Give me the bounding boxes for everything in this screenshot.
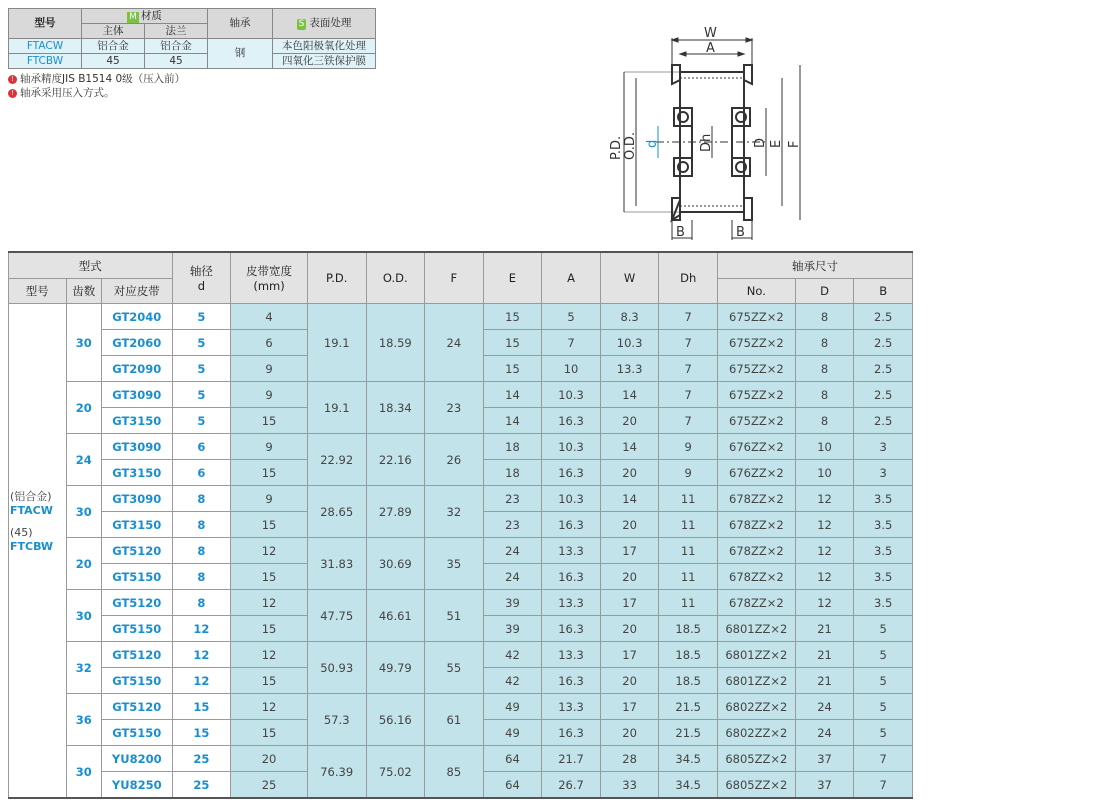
info-icon: ! [8,75,17,84]
bearing-d-cell: 37 [795,772,854,799]
header-model: 型号 [9,279,67,304]
header-dh: Dh [659,252,718,304]
header-type-group: 型式 [9,252,173,279]
label-Dh: Dh [699,133,714,152]
shaft-cell: 5 [172,304,231,330]
a-cell: 16.3 [542,720,601,746]
dh-cell: 11 [659,512,718,538]
shaft-cell: 5 [172,330,231,356]
bearing-b-cell: 7 [854,746,913,772]
mat-body: 45 [82,54,145,69]
belt-cell: GT5120 [101,538,172,564]
bearing-no-cell: 678ZZ×2 [717,590,795,616]
a-cell: 16.3 [542,616,601,642]
pulley-drawing [596,20,816,245]
teeth-cell: 20 [66,382,101,434]
belt-width-cell: 20 [231,746,308,772]
od-cell: 18.34 [366,382,425,434]
w-cell: 10.3 [600,330,659,356]
pd-cell: 31.83 [307,538,366,590]
mat-model: FTCBW [9,54,82,69]
bearing-d-cell: 37 [795,746,854,772]
belt-width-cell: 4 [231,304,308,330]
table-row [9,694,913,720]
bearing-d-cell: 12 [795,538,854,564]
label-E: E [769,139,784,148]
header-teeth: 齿数 [66,279,101,304]
spec-table [8,251,913,799]
bearing-no-cell: 675ZZ×2 [717,304,795,330]
a-cell: 13.3 [542,642,601,668]
label-PD: P.D. [609,135,624,160]
w-cell: 14 [600,486,659,512]
e-cell: 24 [483,538,542,564]
belt-cell: GT5120 [101,590,172,616]
mat-model: FTACW [9,39,82,54]
mat-flange: 铝合金 [145,39,208,54]
table-row [9,486,913,512]
belt-cell: GT2060 [101,330,172,356]
dh-cell: 21.5 [659,694,718,720]
w-cell: 20 [600,460,659,486]
e-cell: 15 [483,330,542,356]
a-cell: 5 [542,304,601,330]
belt-width-cell: 15 [231,668,308,694]
shaft-cell: 8 [172,512,231,538]
bearing-d-cell: 21 [795,642,854,668]
teeth-cell: 36 [66,694,101,746]
dh-cell: 18.5 [659,668,718,694]
e-cell: 23 [483,512,542,538]
bearing-b-cell: 5 [854,616,913,642]
a-cell: 16.3 [542,564,601,590]
w-cell: 20 [600,512,659,538]
dh-cell: 11 [659,538,718,564]
belt-cell: GT3090 [101,434,172,460]
f-cell: 26 [425,434,484,486]
bearing-b-cell: 3 [854,460,913,486]
mat-bearing: 钢 [208,39,273,69]
header-od: O.D. [366,252,425,304]
f-cell: 55 [425,642,484,694]
table-row [9,642,913,668]
mat-header-body: 主体 [82,24,145,39]
f-cell: 23 [425,382,484,434]
dh-cell: 9 [659,434,718,460]
w-cell: 33 [600,772,659,799]
belt-cell: GT5120 [101,694,172,720]
bearing-d-cell: 8 [795,304,854,330]
shaft-cell: 6 [172,460,231,486]
shaft-cell: 12 [172,668,231,694]
belt-cell: GT3150 [101,408,172,434]
w-cell: 17 [600,538,659,564]
shaft-cell: 12 [172,616,231,642]
shaft-cell: 8 [172,564,231,590]
header-b: B [854,279,913,304]
dh-cell: 7 [659,382,718,408]
dh-cell: 7 [659,356,718,382]
bearing-no-cell: 678ZZ×2 [717,564,795,590]
belt-width-cell: 12 [231,538,308,564]
bearing-b-cell: 2.5 [854,382,913,408]
belt-width-cell: 15 [231,720,308,746]
table-row [9,590,913,616]
header-bearing-group: 轴承尺寸 [717,252,912,279]
info-icon: ! [8,89,17,98]
belt-cell: GT5120 [101,642,172,668]
table-row [9,434,913,460]
header-e: E [483,252,542,304]
a-cell: 26.7 [542,772,601,799]
pd-cell: 19.1 [307,304,366,382]
belt-cell: GT5150 [101,668,172,694]
a-cell: 10.3 [542,486,601,512]
pd-cell: 50.93 [307,642,366,694]
spec-table-body [9,304,913,799]
a-cell: 13.3 [542,538,601,564]
label-D: D [753,137,768,148]
belt-width-cell: 9 [231,356,308,382]
mat-header-surface: S 表面处理 [273,9,376,39]
table-row [9,538,913,564]
shaft-cell: 5 [172,408,231,434]
bearing-no-cell: 6805ZZ×2 [717,772,795,799]
bearing-b-cell: 2.5 [854,304,913,330]
bearing-no-cell: 675ZZ×2 [717,408,795,434]
mat-flange: 45 [145,54,208,69]
belt-width-cell: 12 [231,694,308,720]
mat-surface: 四氧化三铁保护膜 [273,54,376,69]
e-cell: 14 [483,408,542,434]
surface-tag-icon: S [298,19,305,29]
a-cell: 16.3 [542,408,601,434]
a-cell: 10.3 [542,382,601,408]
w-cell: 20 [600,564,659,590]
w-cell: 17 [600,642,659,668]
belt-cell: GT3150 [101,460,172,486]
dh-cell: 7 [659,304,718,330]
belt-cell: GT3090 [101,486,172,512]
label-OD: O.D. [623,132,638,160]
w-cell: 20 [600,408,659,434]
bearing-d-cell: 21 [795,616,854,642]
belt-cell: GT5150 [101,564,172,590]
e-cell: 64 [483,746,542,772]
dh-cell: 34.5 [659,772,718,799]
e-cell: 39 [483,616,542,642]
type-code: FTCBW [10,540,54,553]
bearing-b-cell: 7 [854,772,913,799]
belt-width-cell: 9 [231,486,308,512]
bearing-d-cell: 21 [795,668,854,694]
belt-cell: GT2090 [101,356,172,382]
a-cell: 16.3 [542,668,601,694]
table-row [9,304,913,330]
e-cell: 18 [483,434,542,460]
a-cell: 13.3 [542,590,601,616]
pd-cell: 57.3 [307,694,366,746]
f-cell: 85 [425,746,484,799]
shaft-cell: 5 [172,356,231,382]
e-cell: 23 [483,486,542,512]
teeth-cell: 30 [66,746,101,799]
dh-cell: 9 [659,460,718,486]
bearing-no-cell: 6801ZZ×2 [717,668,795,694]
w-cell: 14 [600,382,659,408]
bearing-b-cell: 3.5 [854,512,913,538]
a-cell: 16.3 [542,460,601,486]
label-A: A [706,41,715,56]
f-cell: 32 [425,486,484,538]
belt-width-cell: 9 [231,434,308,460]
belt-cell: GT3150 [101,512,172,538]
bearing-d-cell: 12 [795,590,854,616]
belt-width-cell: 25 [231,772,308,799]
label-d: d [645,139,660,148]
belt-width-cell: 15 [231,512,308,538]
belt-width-cell: 6 [231,330,308,356]
w-cell: 28 [600,746,659,772]
a-cell: 10.3 [542,434,601,460]
pd-cell: 19.1 [307,382,366,434]
type-label: (铝合金) [10,490,52,503]
belt-cell: GT3090 [101,382,172,408]
bearing-no-cell: 6802ZZ×2 [717,720,795,746]
teeth-cell: 20 [66,538,101,590]
f-cell: 24 [425,304,484,382]
dh-cell: 11 [659,590,718,616]
bearing-d-cell: 8 [795,408,854,434]
e-cell: 15 [483,304,542,330]
od-cell: 27.89 [366,486,425,538]
w-cell: 20 [600,616,659,642]
a-cell: 21.7 [542,746,601,772]
header-no: No. [717,279,795,304]
bearing-d-cell: 12 [795,512,854,538]
bearing-no-cell: 675ZZ×2 [717,382,795,408]
belt-width-cell: 15 [231,616,308,642]
e-cell: 14 [483,382,542,408]
header-d: D [795,279,854,304]
belt-cell: GT5150 [101,720,172,746]
bearing-no-cell: 6801ZZ×2 [717,616,795,642]
shaft-cell: 5 [172,382,231,408]
mat-header-model: 型号 [9,9,82,39]
bearing-no-cell: 6805ZZ×2 [717,746,795,772]
bearing-b-cell: 5 [854,694,913,720]
header-shaft: 轴径 d [172,252,231,304]
w-cell: 17 [600,590,659,616]
dh-cell: 34.5 [659,746,718,772]
dh-cell: 7 [659,408,718,434]
header-w: W [600,252,659,304]
bearing-d-cell: 12 [795,564,854,590]
bearing-b-cell: 3.5 [854,590,913,616]
od-cell: 49.79 [366,642,425,694]
pd-cell: 76.39 [307,746,366,799]
e-cell: 24 [483,564,542,590]
bearing-d-cell: 12 [795,486,854,512]
header-belt-width: 皮带宽度 (mm) [231,252,308,304]
bearing-no-cell: 675ZZ×2 [717,356,795,382]
teeth-cell: 30 [66,304,101,382]
e-cell: 18 [483,460,542,486]
bearing-no-cell: 678ZZ×2 [717,538,795,564]
belt-width-cell: 15 [231,564,308,590]
bearing-d-cell: 8 [795,356,854,382]
shaft-cell: 12 [172,642,231,668]
bearing-b-cell: 3 [854,434,913,460]
bearing-no-cell: 6802ZZ×2 [717,694,795,720]
e-cell: 49 [483,720,542,746]
belt-width-cell: 12 [231,590,308,616]
note-item: ! 轴承精度JIS B1514 0级（压入前） [8,72,185,86]
shaft-cell: 6 [172,434,231,460]
type-label: (45) [10,526,33,539]
teeth-cell: 32 [66,642,101,694]
a-cell: 7 [542,330,601,356]
od-cell: 56.16 [366,694,425,746]
pd-cell: 22.92 [307,434,366,486]
belt-width-cell: 12 [231,642,308,668]
bearing-no-cell: 678ZZ×2 [717,512,795,538]
dh-cell: 18.5 [659,616,718,642]
bearing-d-cell: 24 [795,720,854,746]
type-code: FTACW [10,504,53,517]
material-table [8,8,376,69]
note-item: ! 轴承采用压入方式。 [8,86,185,100]
e-cell: 39 [483,590,542,616]
bearing-d-cell: 10 [795,460,854,486]
table-row [9,382,913,408]
dh-cell: 21.5 [659,720,718,746]
bearing-b-cell: 5 [854,720,913,746]
bearing-b-cell: 5 [854,668,913,694]
material-tag-icon: M [129,11,137,22]
bearing-b-cell: 5 [854,642,913,668]
mat-header-flange: 法兰 [145,24,208,39]
w-cell: 20 [600,720,659,746]
teeth-cell: 30 [66,486,101,538]
od-cell: 30.69 [366,538,425,590]
belt-cell: YU8200 [101,746,172,772]
e-cell: 64 [483,772,542,799]
bearing-no-cell: 6801ZZ×2 [717,642,795,668]
bearing-no-cell: 676ZZ×2 [717,434,795,460]
bearing-b-cell: 2.5 [854,408,913,434]
w-cell: 20 [600,668,659,694]
bearing-b-cell: 3.5 [854,538,913,564]
e-cell: 15 [483,356,542,382]
e-cell: 42 [483,668,542,694]
w-cell: 17 [600,694,659,720]
dh-cell: 11 [659,486,718,512]
od-cell: 46.61 [366,590,425,642]
mat-header-material: M 材质 [82,9,208,24]
a-cell: 10 [542,356,601,382]
bearing-d-cell: 8 [795,330,854,356]
f-cell: 61 [425,694,484,746]
shaft-cell: 25 [172,746,231,772]
shaft-cell: 8 [172,538,231,564]
type-cell [9,304,67,799]
dh-cell: 11 [659,564,718,590]
mat-surface: 本色阳极氧化处理 [273,39,376,54]
header-a: A [542,252,601,304]
bearing-b-cell: 2.5 [854,356,913,382]
teeth-cell: 24 [66,434,101,486]
label-B: B [736,225,745,240]
e-cell: 42 [483,642,542,668]
shaft-cell: 25 [172,772,231,799]
bearing-no-cell: 678ZZ×2 [717,486,795,512]
shaft-cell: 15 [172,720,231,746]
w-cell: 14 [600,434,659,460]
belt-cell: GT2040 [101,304,172,330]
header-f: F [425,252,484,304]
bearing-no-cell: 675ZZ×2 [717,330,795,356]
bearing-d-cell: 8 [795,382,854,408]
shaft-cell: 8 [172,590,231,616]
a-cell: 16.3 [542,512,601,538]
od-cell: 22.16 [366,434,425,486]
belt-width-cell: 9 [231,382,308,408]
bearing-b-cell: 2.5 [854,330,913,356]
label-F: F [787,140,802,148]
bearing-b-cell: 3.5 [854,486,913,512]
dh-cell: 18.5 [659,642,718,668]
label-W: W [704,26,717,41]
mat-body: 铝合金 [82,39,145,54]
shaft-cell: 8 [172,486,231,512]
bearing-no-cell: 676ZZ×2 [717,460,795,486]
belt-width-cell: 15 [231,460,308,486]
e-cell: 49 [483,694,542,720]
bearing-d-cell: 24 [795,694,854,720]
header-pd: P.D. [307,252,366,304]
belt-cell: GT5150 [101,616,172,642]
table-row [9,746,913,772]
shaft-cell: 15 [172,694,231,720]
bearing-b-cell: 3.5 [854,564,913,590]
od-cell: 75.02 [366,746,425,799]
pd-cell: 28.65 [307,486,366,538]
w-cell: 8.3 [600,304,659,330]
mat-header-bearing: 轴承 [208,9,273,39]
label-B: B [676,225,685,240]
belt-cell: YU8250 [101,772,172,799]
bearing-d-cell: 10 [795,434,854,460]
pd-cell: 47.75 [307,590,366,642]
w-cell: 13.3 [600,356,659,382]
f-cell: 51 [425,590,484,642]
a-cell: 13.3 [542,694,601,720]
teeth-cell: 30 [66,590,101,642]
header-belt: 对应皮带 [101,279,172,304]
belt-width-cell: 15 [231,408,308,434]
od-cell: 18.59 [366,304,425,382]
dh-cell: 7 [659,330,718,356]
notes [8,72,185,100]
f-cell: 35 [425,538,484,590]
